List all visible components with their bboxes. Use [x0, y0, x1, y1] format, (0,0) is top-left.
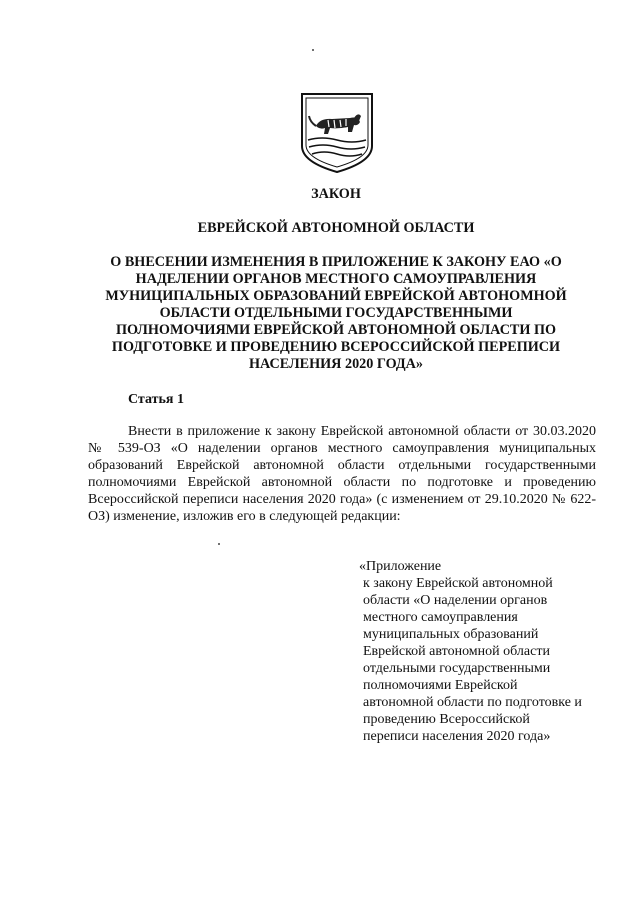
- coat-of-arms-icon: [298, 92, 376, 174]
- appendix-line: к закону Еврейской автономной: [363, 576, 553, 591]
- subject-line: МУНИЦИПАЛЬНЫХ ОБРАЗОВАНИЙ ЕВРЕЙСКОЙ АВТОНОМНОЙ: [105, 288, 567, 304]
- subject-line: ПОЛНОМОЧИЯМИ ЕВРЕЙСКОЙ АВТОНОМНОЙ ОБЛАСТИ ПО: [115, 322, 557, 338]
- appendix-line: муниципальных образований: [363, 627, 539, 642]
- appendix-line: отдельными государственными: [363, 661, 551, 676]
- subject-line: ПОДГОТОВКЕ И ПРОВЕДЕНИЮ ВСЕРОССИЙСКОЙ ПЕРЕПИСИ: [111, 339, 561, 355]
- appendix-line: проведению Всероссийской: [363, 712, 530, 727]
- region-title: ЕВРЕЙСКОЙ АВТОНОМНОЙ ОБЛАСТИ: [197, 220, 475, 236]
- scan-speck: [312, 49, 314, 51]
- subject-line: ОБЛАСТИ ОТДЕЛЬНЫМИ ГОСУДАРСТВЕННЫМИ: [159, 305, 513, 321]
- subject-line: НАСЕЛЕНИЯ 2020 ГОДА»: [248, 356, 424, 372]
- appendix-line: Еврейской автономной области: [363, 644, 550, 659]
- appendix-line: местного самоуправления: [363, 610, 518, 625]
- appendix-header-block: [359, 558, 603, 745]
- article-title: Статья 1: [128, 392, 184, 407]
- document-type-title: ЗАКОН: [311, 186, 361, 202]
- article-body: Внести в приложение к закону Еврейской автономной области от 30.03.2020 № 539-ОЗ «О наделении органов местного самоуправления муниципальных образований Еврейской автономной области отдельными государственными полномочиями Еврейской автономной области по подготовке и проведению Всероссийской переписи населения 2020 года» (с изменением от 29.10.2020 № 622-ОЗ) изменение, изложив его в следующей редакции:: [88, 424, 596, 524]
- appendix-line: переписи населения 2020 года»: [363, 729, 551, 744]
- appendix-line: области «О наделении органов: [363, 593, 548, 608]
- appendix-line: автономной области по подготовке и: [363, 695, 582, 710]
- appendix-line: «Приложение: [359, 559, 442, 574]
- appendix-line: полномочиями Еврейской: [363, 678, 518, 693]
- subject-line: НАДЕЛЕНИИ ОРГАНОВ МЕСТНОГО САМОУПРАВЛЕНИЯ: [135, 271, 537, 287]
- law-subject-heading: [60, 254, 612, 373]
- subject-line: О ВНЕСЕНИИ ИЗМЕНЕНИЯ В ПРИЛОЖЕНИЕ К ЗАКОНУ ЕАО «О: [110, 254, 562, 270]
- scan-speck: [218, 543, 220, 545]
